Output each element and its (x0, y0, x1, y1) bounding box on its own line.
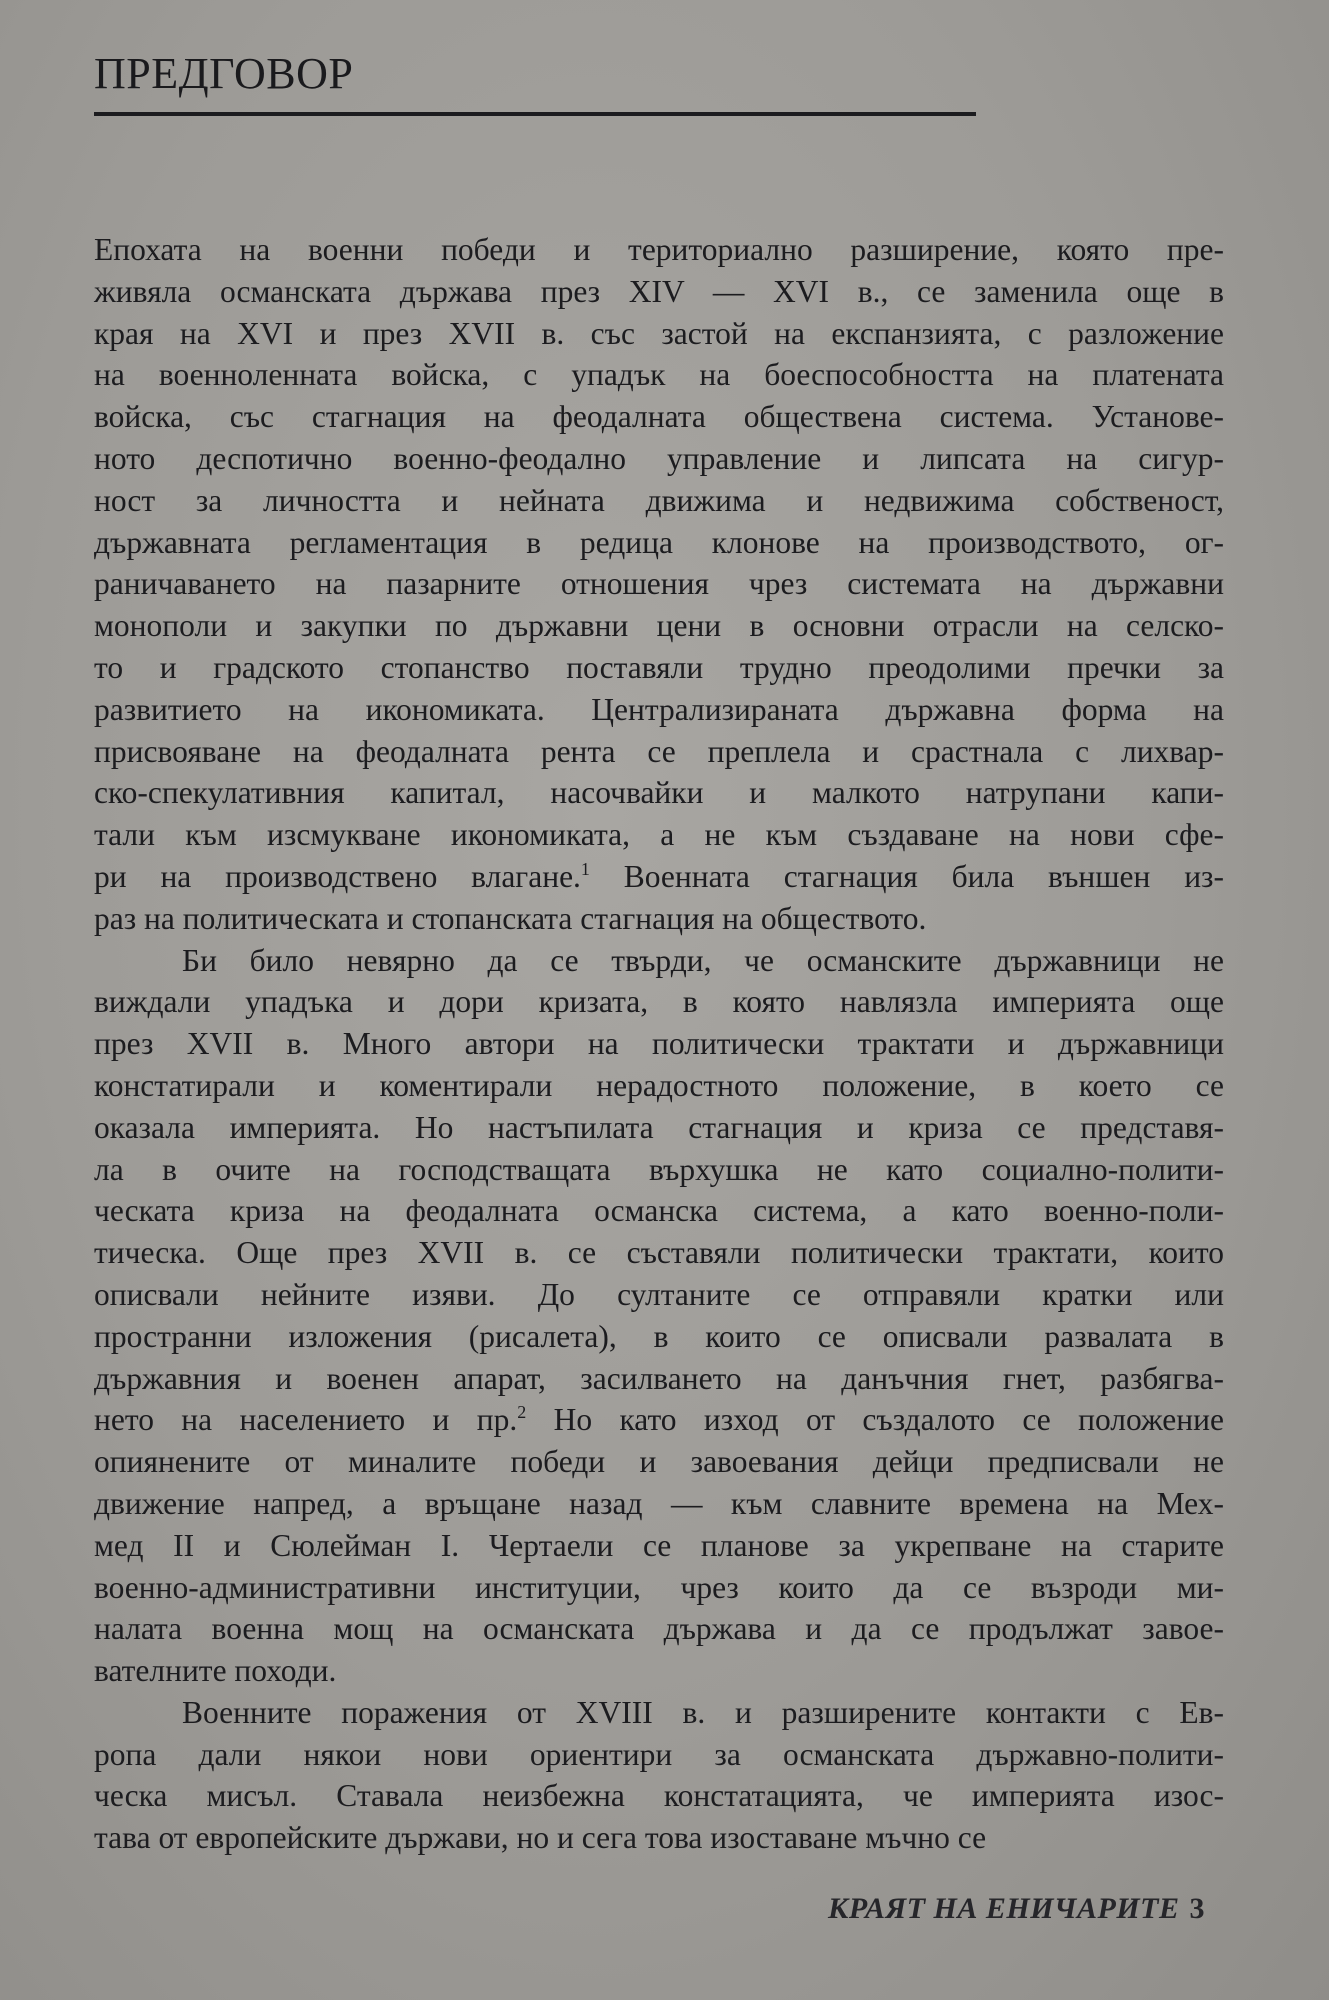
text-line: присвояване на феодалната рента се преплела и срастнала с лихвар- (94, 733, 1224, 769)
text-line: то и градското стопанство поставяли трудно преодолими пречки за (94, 649, 1224, 685)
text-line: ско-спекулативния капитал, насочвайки и малкото натрупани капи- (94, 775, 1224, 811)
footnote-marker[interactable]: 1 (580, 858, 590, 879)
text-line: развитието на икономиката. Централизираната държавна форма на (94, 691, 1224, 727)
text-line: опиянените от миналите победи и завоевания дейци предписвали не (94, 1444, 1224, 1480)
text-line: оказала империята. Но настъпилата стагнация и криза се представя- (94, 1109, 1224, 1145)
text-line: държавния и военен апарат, засилването на данъчния гнет, разбягва- (94, 1360, 1224, 1396)
text-line: ропа дали някои нови ориентири за османската държавно-полити- (94, 1736, 1224, 1772)
paragraph (94, 229, 1224, 940)
text-line: вателните походи. (94, 1653, 337, 1689)
text-segment: Военната стагнация била външен из- (589, 858, 1224, 894)
text-line (94, 856, 1224, 898)
text-line: ност за личността и нейната движима и недвижима собственост, (94, 482, 1224, 518)
text-line: края на XVI и през XVII в. със застой на експанзията, с разложение (94, 315, 1224, 351)
text-line: раз на политическата и стопанската стагнация на обществото. (94, 900, 927, 936)
text-line: монополи и закупки по държавни цени в основни отрасли на селско- (94, 608, 1224, 644)
text-line: държавната регламентация в редица клонове на производството, ог- (94, 524, 1224, 560)
text-line: живяла османската държава през XIV — XVI в., се заменила още в (94, 273, 1224, 309)
text-line: ното деспотично военно-феодално управление и липсата на сигур- (94, 440, 1224, 476)
page-number: 3 (1189, 1892, 1205, 1925)
text-line: ческата криза на феодалната османска система, а като военно-поли- (94, 1193, 1224, 1229)
running-footer (828, 1892, 1205, 1926)
text-line: мед II и Сюлейман I. Чертаели се планове за укрепване на старите (94, 1527, 1224, 1563)
heading-underline (94, 112, 976, 116)
paragraph (94, 940, 1224, 1692)
text-line: тали към изсмукване икономиката, а не към създаване на нови сфе- (94, 817, 1224, 853)
text-line (94, 1399, 1224, 1441)
chapter-heading: ПРЕДГОВОР (94, 49, 354, 98)
paragraph (94, 1692, 1224, 1859)
text-line: тава от европейските държави, но и сега това изоставане мъчно се (94, 1820, 987, 1856)
text-segment: Но като изход от създалото се положение (526, 1402, 1224, 1438)
text-line: раничаването на пазарните отношения чрез системата на държавни (94, 566, 1224, 602)
text-line: през XVII в. Много автори на политически трактати и държавници (94, 1026, 1224, 1062)
text-line: Епохата на военни победи и териториално разширение, която пре- (94, 232, 1224, 267)
book-title: КРАЯТ НА ЕНИЧАРИТЕ (827, 1892, 1180, 1925)
footnote-marker[interactable]: 2 (517, 1402, 527, 1423)
body-text (94, 229, 1224, 1859)
text-line: тическа. Още през XVII в. се съставяли политически трактати, които (94, 1235, 1224, 1271)
text-line: Би било невярно да се твърди, че османските държавници не (182, 942, 1224, 978)
text-segment: нето на населението и пр. (94, 1402, 518, 1438)
text-line: войска, със стагнация на феодалната обществена система. Установе- (94, 399, 1224, 435)
text-line: виждали упадъка и дори кризата, в която навлязла империята още (94, 984, 1224, 1020)
text-segment: ри на производствено влагане. (94, 858, 581, 894)
text-line: движение напред, а връщане назад — към славните времена на Мех- (94, 1485, 1224, 1521)
text-line: описвали нейните изяви. До султаните се отправяли кратки или (94, 1276, 1224, 1312)
text-line: на военноленната войска, с упадък на боеспособността на платената (94, 357, 1224, 393)
text-line: Военните поражения от XVIII в. и разширените контакти с Ев- (182, 1694, 1224, 1730)
text-line: военно-административни институции, чрез които да се възроди ми- (94, 1569, 1224, 1605)
text-line: констатирали и коментирали нерадостното положение, в което се (94, 1067, 1224, 1103)
text-line: налата военна мощ на османската държава и да се продължат завое- (94, 1611, 1224, 1647)
text-line: ческа мисъл. Ставала неизбежна констатацията, че империята изос- (94, 1778, 1224, 1814)
text-line: пространни изложения (рисалета), в които се описвали развалата в (94, 1318, 1224, 1354)
text-line: ла в очите на господстващата върхушка не като социално-полити- (94, 1151, 1224, 1187)
